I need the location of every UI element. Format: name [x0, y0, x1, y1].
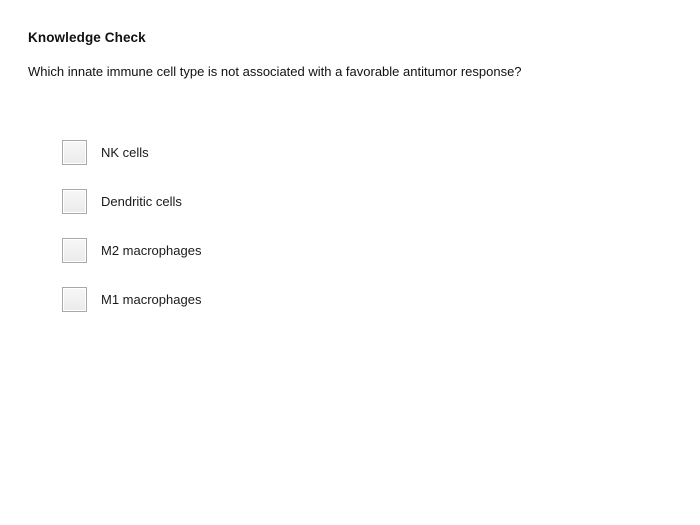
option-label: M2 macrophages: [101, 242, 202, 258]
checkbox[interactable]: [62, 140, 87, 165]
page-title: Knowledge Check: [28, 30, 146, 45]
option-label: Dendritic cells: [101, 193, 182, 209]
option-nk-cells[interactable]: [62, 138, 462, 166]
checkbox[interactable]: [62, 238, 87, 263]
option-dendritic-cells[interactable]: [62, 187, 462, 215]
checkbox[interactable]: [62, 189, 87, 214]
option-label: NK cells: [101, 144, 149, 160]
question-text: Which innate immune cell type is not associated with a favorable antitumor response?: [28, 64, 522, 79]
option-m1-macrophages[interactable]: [62, 285, 462, 313]
option-m2-macrophages[interactable]: [62, 236, 462, 264]
answer-options: [62, 138, 462, 334]
checkbox[interactable]: [62, 287, 87, 312]
option-label: M1 macrophages: [101, 291, 202, 307]
